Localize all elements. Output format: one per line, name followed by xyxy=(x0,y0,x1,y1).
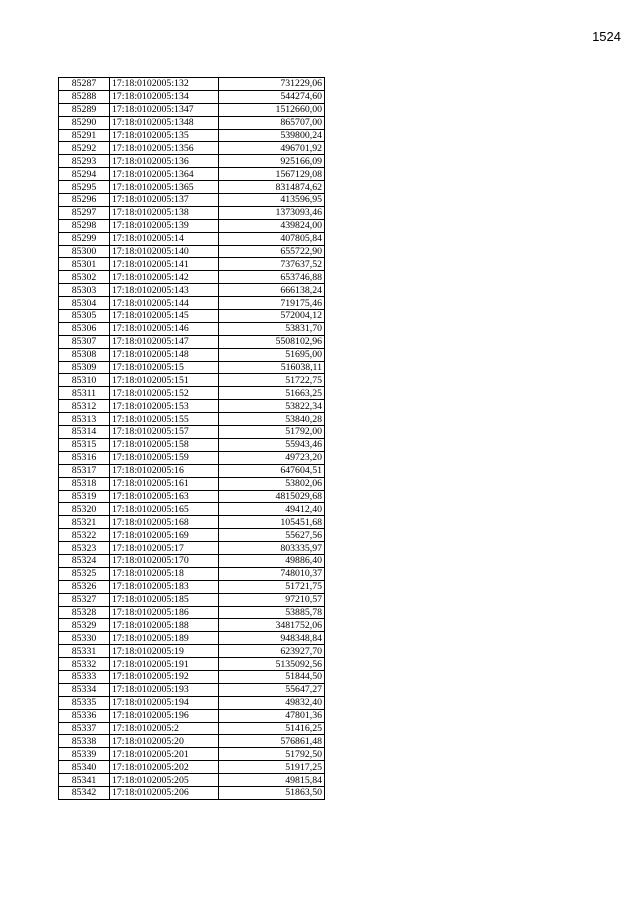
row-number-cell: 85303 xyxy=(59,284,110,297)
row-number-cell: 85314 xyxy=(59,426,110,439)
cadastral-number-cell: 17:18:0102005:161 xyxy=(110,477,219,490)
cadastral-value-table xyxy=(58,77,325,800)
cadastral-value-cell: 948348,84 xyxy=(219,632,325,645)
cadastral-number-cell: 17:18:0102005:2 xyxy=(110,722,219,735)
cadastral-value-cell: 5135092,56 xyxy=(219,658,325,671)
cadastral-number-cell: 17:18:0102005:18 xyxy=(110,567,219,580)
cadastral-number-cell: 17:18:0102005:134 xyxy=(110,90,219,103)
cadastral-value-cell: 1512660,00 xyxy=(219,103,325,116)
cadastral-value-cell: 51721,75 xyxy=(219,580,325,593)
table-row xyxy=(59,567,325,580)
row-number-cell: 85323 xyxy=(59,542,110,555)
table-row xyxy=(59,206,325,219)
row-number-cell: 85290 xyxy=(59,116,110,129)
cadastral-number-cell: 17:18:0102005:193 xyxy=(110,683,219,696)
cadastral-value-cell: 647604,51 xyxy=(219,464,325,477)
row-number-cell: 85342 xyxy=(59,786,110,799)
row-number-cell: 85326 xyxy=(59,580,110,593)
row-number-cell: 85288 xyxy=(59,90,110,103)
row-number-cell: 85336 xyxy=(59,709,110,722)
table-row xyxy=(59,786,325,799)
row-number-cell: 85322 xyxy=(59,529,110,542)
cadastral-number-cell: 17:18:0102005:138 xyxy=(110,206,219,219)
table-row xyxy=(59,645,325,658)
row-number-cell: 85293 xyxy=(59,155,110,168)
cadastral-number-cell: 17:18:0102005:185 xyxy=(110,593,219,606)
cadastral-value-cell: 51863,50 xyxy=(219,786,325,799)
table-row xyxy=(59,477,325,490)
row-number-cell: 85298 xyxy=(59,219,110,232)
cadastral-value-cell: 49412,40 xyxy=(219,503,325,516)
row-number-cell: 85306 xyxy=(59,322,110,335)
row-number-cell: 85325 xyxy=(59,567,110,580)
cadastral-number-cell: 17:18:0102005:201 xyxy=(110,748,219,761)
row-number-cell: 85287 xyxy=(59,78,110,91)
row-number-cell: 85335 xyxy=(59,696,110,709)
cadastral-number-cell: 17:18:0102005:194 xyxy=(110,696,219,709)
cadastral-number-cell: 17:18:0102005:140 xyxy=(110,245,219,258)
cadastral-value-cell: 576861,48 xyxy=(219,735,325,748)
row-number-cell: 85329 xyxy=(59,619,110,632)
table-row xyxy=(59,258,325,271)
table-row xyxy=(59,335,325,348)
table-row xyxy=(59,722,325,735)
table-row xyxy=(59,683,325,696)
page-number: 1524 xyxy=(592,29,621,44)
row-number-cell: 85300 xyxy=(59,245,110,258)
cadastral-number-cell: 17:18:0102005:1365 xyxy=(110,181,219,194)
cadastral-number-cell: 17:18:0102005:151 xyxy=(110,374,219,387)
cadastral-number-cell: 17:18:0102005:19 xyxy=(110,645,219,658)
table-row xyxy=(59,116,325,129)
row-number-cell: 85331 xyxy=(59,645,110,658)
cadastral-value-cell: 51792,50 xyxy=(219,748,325,761)
cadastral-number-cell: 17:18:0102005:144 xyxy=(110,297,219,310)
table-row xyxy=(59,529,325,542)
cadastral-value-cell: 653746,88 xyxy=(219,271,325,284)
cadastral-number-cell: 17:18:0102005:191 xyxy=(110,658,219,671)
cadastral-value-cell: 105451,68 xyxy=(219,516,325,529)
table-row xyxy=(59,361,325,374)
cadastral-number-cell: 17:18:0102005:165 xyxy=(110,503,219,516)
cadastral-number-cell: 17:18:0102005:14 xyxy=(110,232,219,245)
cadastral-number-cell: 17:18:0102005:142 xyxy=(110,271,219,284)
table-row xyxy=(59,194,325,207)
cadastral-number-cell: 17:18:0102005:205 xyxy=(110,774,219,787)
row-number-cell: 85291 xyxy=(59,129,110,142)
row-number-cell: 85297 xyxy=(59,206,110,219)
cadastral-number-cell: 17:18:0102005:188 xyxy=(110,619,219,632)
cadastral-number-cell: 17:18:0102005:158 xyxy=(110,438,219,451)
cadastral-number-cell: 17:18:0102005:192 xyxy=(110,670,219,683)
row-number-cell: 85320 xyxy=(59,503,110,516)
table-row xyxy=(59,438,325,451)
cadastral-value-cell: 51792,00 xyxy=(219,426,325,439)
cadastral-number-cell: 17:18:0102005:183 xyxy=(110,580,219,593)
row-number-cell: 85299 xyxy=(59,232,110,245)
cadastral-value-cell: 55647,27 xyxy=(219,683,325,696)
cadastral-number-cell: 17:18:0102005:136 xyxy=(110,155,219,168)
table-row xyxy=(59,142,325,155)
row-number-cell: 85307 xyxy=(59,335,110,348)
row-number-cell: 85304 xyxy=(59,297,110,310)
cadastral-value-cell: 5508102,96 xyxy=(219,335,325,348)
cadastral-value-cell: 51722,75 xyxy=(219,374,325,387)
cadastral-number-cell: 17:18:0102005:153 xyxy=(110,400,219,413)
cadastral-value-cell: 731229,06 xyxy=(219,78,325,91)
table-row xyxy=(59,78,325,91)
cadastral-number-cell: 17:18:0102005:206 xyxy=(110,786,219,799)
table-row xyxy=(59,168,325,181)
cadastral-value-cell: 4815029,68 xyxy=(219,490,325,503)
cadastral-value-cell: 51695,00 xyxy=(219,348,325,361)
table-row xyxy=(59,413,325,426)
cadastral-number-cell: 17:18:0102005:189 xyxy=(110,632,219,645)
table-row xyxy=(59,735,325,748)
cadastral-number-cell: 17:18:0102005:1364 xyxy=(110,168,219,181)
row-number-cell: 85302 xyxy=(59,271,110,284)
cadastral-value-cell: 49886,40 xyxy=(219,554,325,567)
cadastral-value-cell: 8314874,62 xyxy=(219,181,325,194)
cadastral-value-cell: 51844,50 xyxy=(219,670,325,683)
cadastral-number-cell: 17:18:0102005:143 xyxy=(110,284,219,297)
cadastral-value-cell: 55627,56 xyxy=(219,529,325,542)
cadastral-value-cell: 516038,11 xyxy=(219,361,325,374)
row-number-cell: 85328 xyxy=(59,606,110,619)
row-number-cell: 85337 xyxy=(59,722,110,735)
table-row xyxy=(59,129,325,142)
row-number-cell: 85296 xyxy=(59,194,110,207)
table-row xyxy=(59,451,325,464)
cadastral-value-cell: 748010,37 xyxy=(219,567,325,580)
table-row xyxy=(59,606,325,619)
table-row xyxy=(59,593,325,606)
cadastral-number-cell: 17:18:0102005:139 xyxy=(110,219,219,232)
cadastral-number-cell: 17:18:0102005:155 xyxy=(110,413,219,426)
cadastral-number-cell: 17:18:0102005:1356 xyxy=(110,142,219,155)
cadastral-value-cell: 407805,84 xyxy=(219,232,325,245)
cadastral-value-cell: 47801,36 xyxy=(219,709,325,722)
row-number-cell: 85319 xyxy=(59,490,110,503)
row-number-cell: 85334 xyxy=(59,683,110,696)
cadastral-value-cell: 539800,24 xyxy=(219,129,325,142)
cadastral-value-cell: 655722,90 xyxy=(219,245,325,258)
cadastral-value-cell: 413596,95 xyxy=(219,194,325,207)
cadastral-value-cell: 1567129,08 xyxy=(219,168,325,181)
cadastral-number-cell: 17:18:0102005:20 xyxy=(110,735,219,748)
cadastral-value-cell: 666138,24 xyxy=(219,284,325,297)
cadastral-number-cell: 17:18:0102005:145 xyxy=(110,310,219,323)
table-row xyxy=(59,348,325,361)
cadastral-value-cell: 49723,20 xyxy=(219,451,325,464)
table-row xyxy=(59,516,325,529)
cadastral-number-cell: 17:18:0102005:141 xyxy=(110,258,219,271)
table-row xyxy=(59,90,325,103)
table-row xyxy=(59,103,325,116)
row-number-cell: 85339 xyxy=(59,748,110,761)
row-number-cell: 85327 xyxy=(59,593,110,606)
cadastral-value-cell: 544274,60 xyxy=(219,90,325,103)
cadastral-value-cell: 55943,46 xyxy=(219,438,325,451)
cadastral-number-cell: 17:18:0102005:202 xyxy=(110,761,219,774)
cadastral-value-cell: 97210,57 xyxy=(219,593,325,606)
cadastral-value-cell: 1373093,46 xyxy=(219,206,325,219)
cadastral-value-cell: 572004,12 xyxy=(219,310,325,323)
cadastral-number-cell: 17:18:0102005:17 xyxy=(110,542,219,555)
row-number-cell: 85316 xyxy=(59,451,110,464)
row-number-cell: 85308 xyxy=(59,348,110,361)
table-row xyxy=(59,155,325,168)
cadastral-number-cell: 17:18:0102005:157 xyxy=(110,426,219,439)
row-number-cell: 85341 xyxy=(59,774,110,787)
table-row xyxy=(59,709,325,722)
cadastral-value-cell: 49832,40 xyxy=(219,696,325,709)
row-number-cell: 85305 xyxy=(59,310,110,323)
row-number-cell: 85324 xyxy=(59,554,110,567)
table-row xyxy=(59,245,325,258)
cadastral-number-cell: 17:18:0102005:132 xyxy=(110,78,219,91)
table-row xyxy=(59,490,325,503)
cadastral-number-cell: 17:18:0102005:146 xyxy=(110,322,219,335)
cadastral-value-cell: 719175,46 xyxy=(219,297,325,310)
table-row xyxy=(59,670,325,683)
row-number-cell: 85301 xyxy=(59,258,110,271)
row-number-cell: 85310 xyxy=(59,374,110,387)
table-row xyxy=(59,503,325,516)
table-row xyxy=(59,387,325,400)
row-number-cell: 85309 xyxy=(59,361,110,374)
table-row xyxy=(59,310,325,323)
cadastral-value-cell: 496701,92 xyxy=(219,142,325,155)
row-number-cell: 85295 xyxy=(59,181,110,194)
row-number-cell: 85311 xyxy=(59,387,110,400)
table-row xyxy=(59,554,325,567)
table-row xyxy=(59,400,325,413)
cadastral-value-cell: 439824,00 xyxy=(219,219,325,232)
cadastral-number-cell: 17:18:0102005:170 xyxy=(110,554,219,567)
cadastral-number-cell: 17:18:0102005:137 xyxy=(110,194,219,207)
cadastral-number-cell: 17:18:0102005:135 xyxy=(110,129,219,142)
table-row xyxy=(59,696,325,709)
cadastral-number-cell: 17:18:0102005:16 xyxy=(110,464,219,477)
table-row xyxy=(59,426,325,439)
table-row xyxy=(59,748,325,761)
cadastral-value-cell: 53802,06 xyxy=(219,477,325,490)
row-number-cell: 85332 xyxy=(59,658,110,671)
cadastral-value-cell: 737637,52 xyxy=(219,258,325,271)
cadastral-value-cell: 53831,70 xyxy=(219,322,325,335)
cadastral-value-cell: 623927,70 xyxy=(219,645,325,658)
table-row xyxy=(59,632,325,645)
cadastral-number-cell: 17:18:0102005:163 xyxy=(110,490,219,503)
row-number-cell: 85317 xyxy=(59,464,110,477)
table-row xyxy=(59,232,325,245)
cadastral-value-cell: 49815,84 xyxy=(219,774,325,787)
cadastral-number-cell: 17:18:0102005:169 xyxy=(110,529,219,542)
table-row xyxy=(59,619,325,632)
cadastral-value-cell: 53885,78 xyxy=(219,606,325,619)
table-row xyxy=(59,774,325,787)
table-row xyxy=(59,464,325,477)
cadastral-number-cell: 17:18:0102005:147 xyxy=(110,335,219,348)
cadastral-number-cell: 17:18:0102005:152 xyxy=(110,387,219,400)
row-number-cell: 85321 xyxy=(59,516,110,529)
row-number-cell: 85312 xyxy=(59,400,110,413)
row-number-cell: 85330 xyxy=(59,632,110,645)
table-row xyxy=(59,297,325,310)
cadastral-number-cell: 17:18:0102005:196 xyxy=(110,709,219,722)
row-number-cell: 85289 xyxy=(59,103,110,116)
cadastral-number-cell: 17:18:0102005:168 xyxy=(110,516,219,529)
cadastral-value-cell: 53840,28 xyxy=(219,413,325,426)
row-number-cell: 85333 xyxy=(59,670,110,683)
cadastral-value-cell: 865707,00 xyxy=(219,116,325,129)
table-row xyxy=(59,219,325,232)
cadastral-value-cell: 51663,25 xyxy=(219,387,325,400)
cadastral-value-cell: 3481752,06 xyxy=(219,619,325,632)
table-row xyxy=(59,658,325,671)
cadastral-number-cell: 17:18:0102005:15 xyxy=(110,361,219,374)
cadastral-number-cell: 17:18:0102005:1347 xyxy=(110,103,219,116)
row-number-cell: 85338 xyxy=(59,735,110,748)
row-number-cell: 85292 xyxy=(59,142,110,155)
table-body xyxy=(59,78,325,800)
cadastral-number-cell: 17:18:0102005:148 xyxy=(110,348,219,361)
row-number-cell: 85313 xyxy=(59,413,110,426)
row-number-cell: 85340 xyxy=(59,761,110,774)
cadastral-value-cell: 925166,09 xyxy=(219,155,325,168)
cadastral-value-cell: 51917,25 xyxy=(219,761,325,774)
table-row xyxy=(59,580,325,593)
table-row xyxy=(59,542,325,555)
table-row xyxy=(59,322,325,335)
table-row xyxy=(59,181,325,194)
row-number-cell: 85315 xyxy=(59,438,110,451)
table-row xyxy=(59,284,325,297)
row-number-cell: 85318 xyxy=(59,477,110,490)
table-row xyxy=(59,761,325,774)
row-number-cell: 85294 xyxy=(59,168,110,181)
table-row xyxy=(59,374,325,387)
cadastral-value-cell: 803335,97 xyxy=(219,542,325,555)
cadastral-number-cell: 17:18:0102005:159 xyxy=(110,451,219,464)
cadastral-number-cell: 17:18:0102005:1348 xyxy=(110,116,219,129)
table-row xyxy=(59,271,325,284)
cadastral-number-cell: 17:18:0102005:186 xyxy=(110,606,219,619)
cadastral-value-cell: 51416,25 xyxy=(219,722,325,735)
cadastral-value-cell: 53822,34 xyxy=(219,400,325,413)
